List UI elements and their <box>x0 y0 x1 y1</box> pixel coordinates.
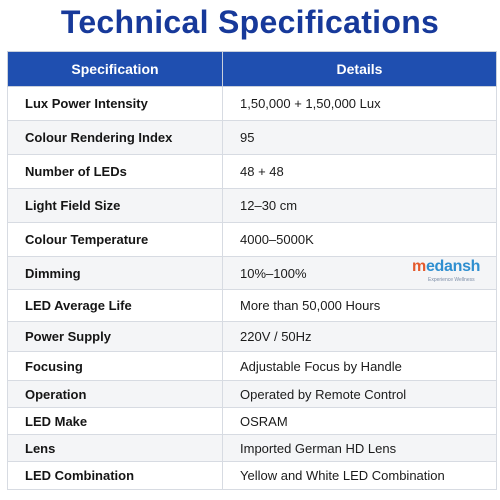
spec-detail-cell: OSRAM <box>223 408 497 435</box>
spec-detail-cell: Imported German HD Lens <box>223 435 497 462</box>
table-row <box>8 408 497 435</box>
column-header-specification: Specification <box>8 52 223 87</box>
spec-name-cell: Colour Rendering Index <box>8 121 223 155</box>
spec-name-cell: LED Average Life <box>8 290 223 322</box>
table-row <box>8 322 497 352</box>
spec-detail-cell: Operated by Remote Control <box>223 381 497 408</box>
table-row <box>8 87 497 121</box>
table-row <box>8 155 497 189</box>
brand-logo <box>412 258 492 288</box>
spec-name-cell: Dimming <box>8 257 223 290</box>
table-row <box>8 223 497 257</box>
spec-detail-cell: 220V / 50Hz <box>223 322 497 352</box>
spec-detail-cell: 10%–100% <box>223 257 497 290</box>
spec-detail-cell: 95 <box>223 121 497 155</box>
spec-name-cell: Light Field Size <box>8 189 223 223</box>
table-row <box>8 352 497 381</box>
table-header-row <box>8 52 497 87</box>
column-header-details: Details <box>223 52 497 87</box>
spec-detail-cell: 1,50,000 + 1,50,000 Lux <box>223 87 497 121</box>
table-row <box>8 462 497 490</box>
spec-name-cell: LED Combination <box>8 462 223 490</box>
spec-name-cell: Number of LEDs <box>8 155 223 189</box>
spec-detail-cell: 48 + 48 <box>223 155 497 189</box>
spec-detail-cell: More than 50,000 Hours <box>223 290 497 322</box>
spec-name-cell: LED Make <box>8 408 223 435</box>
table-row <box>8 435 497 462</box>
spec-name-cell: Colour Temperature <box>8 223 223 257</box>
logo-first-letter: m <box>412 258 426 275</box>
table-row <box>8 189 497 223</box>
page-title: Technical Specifications <box>60 4 440 40</box>
spec-name-cell: Lux Power Intensity <box>8 87 223 121</box>
table-row <box>8 381 497 408</box>
table-row <box>8 121 497 155</box>
spec-name-cell: Operation <box>8 381 223 408</box>
logo-rest: edansh <box>425 258 481 275</box>
spec-name-cell: Lens <box>8 435 223 462</box>
spec-name-cell: Power Supply <box>8 322 223 352</box>
table-row <box>8 290 497 322</box>
spec-detail-cell: 12–30 cm <box>223 189 497 223</box>
spec-name-cell: Focusing <box>8 352 223 381</box>
spec-detail-cell: 4000–5000K <box>223 223 497 257</box>
logo-wordmark <box>412 258 480 276</box>
logo-tagline: Experience Wellness <box>428 277 475 283</box>
spec-detail-cell: Yellow and White LED Combination <box>223 462 497 490</box>
spec-detail-cell: Adjustable Focus by Handle <box>223 352 497 381</box>
